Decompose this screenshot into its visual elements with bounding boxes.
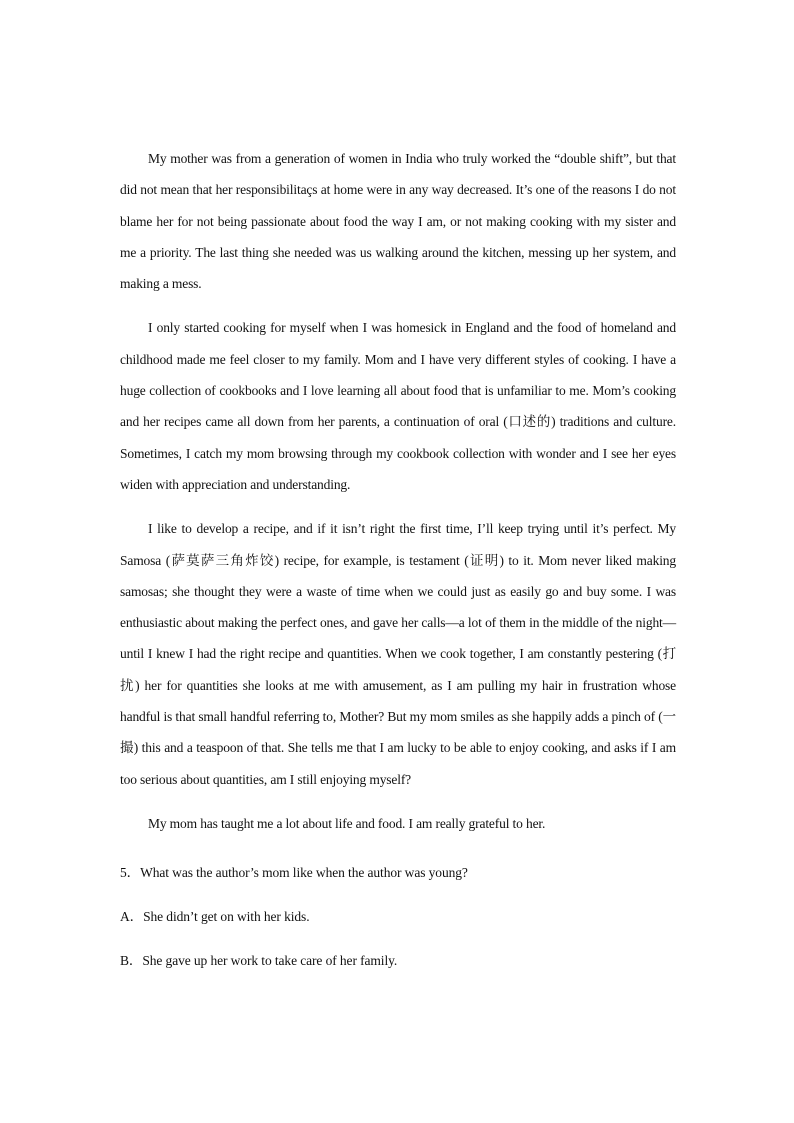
document-page [120, 143, 676, 971]
option-a-text: She didn’t get on with her kids. [143, 909, 310, 925]
question-number: 5． [120, 865, 141, 881]
option-a-letter: A． [120, 909, 144, 925]
passage-paragraph-3: I like to develop a recipe, and if it isn’t right the first time, I’ll keep trying until it’s perfect. My Samosa (萨莫萨三角炸饺) recipe, for example, is testament (证明) to it. Mom never liked making samosas; she thought they were a waste of time when we could just as easily go and buy some. I was enthusiastic about making the perfect ones, and gave her calls—a lot of them in the middle of the night—until I knew I had the right recipe and quantities. When we cook together, I am constantly pestering (打扰) her for quantities she looks at me with amusement, as I am pulling my hair in frustration whose handful is that small handful referring to, Mother? But my mom smiles as she happily adds a pinch of (一撮) this and a teaspoon of that. She tells me that I am lucky to be able to enjoy cooking, and asks if I am too serious about quantities, am I still enjoying myself? [120, 521, 676, 787]
question-5-stem [120, 863, 676, 883]
option-a [120, 907, 676, 927]
option-b-letter: B． [120, 953, 143, 969]
question-text: What was the author’s mom like when the author was young? [140, 865, 468, 881]
passage-paragraph-2: I only started cooking for myself when I was homesick in England and the food of homeland and childhood made me feel closer to my family. Mom and I have very different styles of cooking. I have a huge collection of cookbooks and I love learning all about food that is unfamiliar to me. Mom’s cooking and her recipes came all down from her parents, a continuation of oral (口述的) traditions and culture. Sometimes, I catch my mom browsing through my cookbook collection with wonder and I see her eyes widen with appreciation and understanding. [120, 320, 676, 492]
option-b-text: She gave up her work to take care of her family. [142, 953, 398, 969]
option-b [120, 951, 676, 971]
passage-paragraph-4: My mom has taught me a lot about life and food. I am really grateful to her. [148, 815, 546, 831]
passage-paragraph-1: My mother was from a generation of women in India who truly worked the “double shift”, but that did not mean that her responsibilitaçs at home were in any way decreased. It’s one of the reasons I do not blame her for not being passionate about food the way I am, or not making cooking with my sister and me a priority. The last thing she needed was us walking around the kitchen, messing up her system, and making a mess. [120, 151, 676, 292]
